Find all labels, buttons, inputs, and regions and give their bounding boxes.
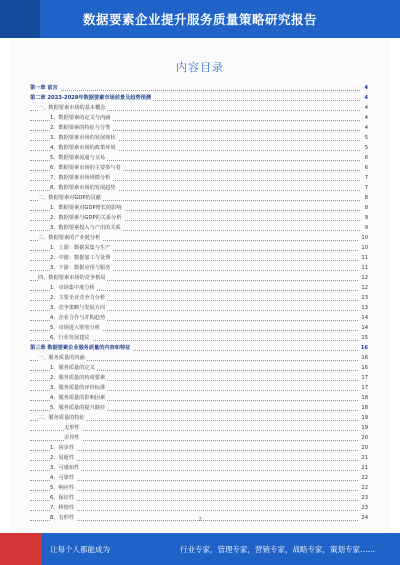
toc-entry-page: 9 bbox=[364, 225, 368, 231]
toc-entry-text: 1、服务质量的定义 bbox=[50, 365, 95, 371]
toc-entry-text: 7、数据要素市场规模分析 bbox=[50, 175, 111, 181]
toc-entry-page: 4 bbox=[364, 115, 368, 121]
toc-entry-page: 14 bbox=[361, 325, 368, 331]
toc-entry[interactable] bbox=[30, 403, 368, 413]
toc-entry-page: 17 bbox=[361, 375, 368, 381]
toc-entry[interactable] bbox=[30, 453, 368, 463]
toc-entry-text: 一、服务质量的内涵 bbox=[38, 355, 85, 361]
toc-entry-text: 第三章 数据要素企业服务质量的内容和特征 bbox=[30, 345, 131, 351]
toc-entry[interactable] bbox=[30, 333, 368, 343]
toc-entry-text: 1、数据要素对GDP增长的影响 bbox=[50, 205, 122, 211]
toc-entry-text: 6、数据要素市场的主要参与者 bbox=[50, 165, 121, 171]
toc-entry[interactable] bbox=[30, 433, 368, 443]
toc-entry-text: 第一章 前言 bbox=[30, 85, 58, 91]
toc-entry[interactable] bbox=[30, 423, 368, 433]
toc-entry-text: 4、数据要素市场的政策环境 bbox=[50, 145, 116, 151]
toc-entry-page: 13 bbox=[361, 305, 368, 311]
toc-entry-page: 14 bbox=[361, 315, 368, 321]
toc-entry-page: 12 bbox=[361, 285, 368, 291]
toc-entry-page: 17 bbox=[361, 385, 368, 391]
toc-entry-text: 四、数据要素市场的竞争格局 bbox=[38, 275, 106, 281]
toc-entry-text: 3、可感知性 bbox=[50, 465, 80, 471]
toc-entry-text: 三、数据要素的产业链分析 bbox=[38, 235, 101, 241]
toc-entry[interactable] bbox=[30, 243, 368, 253]
toc-entry[interactable] bbox=[30, 363, 368, 373]
toc-entry-text: 1、同步性 bbox=[50, 445, 75, 451]
toc-entry[interactable] bbox=[30, 123, 368, 133]
toc-entry-page: 13 bbox=[361, 295, 368, 301]
toc-entry[interactable] bbox=[30, 353, 368, 363]
toc-entry-text: 差异性 bbox=[64, 435, 80, 441]
toc-entry-text: 无形性 bbox=[64, 425, 80, 431]
toc-entry[interactable] bbox=[30, 343, 368, 353]
toc-entry-text: 4、服务质量的影响因素 bbox=[50, 395, 106, 401]
toc-entry[interactable] bbox=[30, 463, 368, 473]
toc-entry-page: 21 bbox=[361, 455, 368, 461]
toc-entry[interactable] bbox=[30, 373, 368, 383]
toc-entry-text: 二、服务质量的特征 bbox=[38, 415, 85, 421]
toc-entry-text: 7、移情性 bbox=[50, 505, 75, 511]
toc-list bbox=[30, 83, 368, 523]
toc-entry-page: 6 bbox=[364, 165, 368, 171]
toc-entry-page: 4 bbox=[364, 125, 368, 131]
toc-entry-text: 6、保证性 bbox=[50, 495, 75, 501]
toc-entry-page: 11 bbox=[361, 255, 368, 261]
toc-entry-text: 2、中游：数据加工与处理 bbox=[50, 255, 111, 261]
toc-entry[interactable] bbox=[30, 493, 368, 503]
toc-entry-text: 5、数据要素流通与交易 bbox=[50, 155, 106, 161]
toc-entry-page: 18 bbox=[361, 395, 368, 401]
toc-entry[interactable] bbox=[30, 163, 368, 173]
toc-entry-page: 4 bbox=[364, 95, 368, 101]
toc-entry-page: 6 bbox=[364, 155, 368, 161]
toc-leader-dots bbox=[30, 90, 360, 91]
toc-leader-dots bbox=[30, 450, 360, 451]
toc-entry[interactable] bbox=[30, 303, 368, 313]
toc-entry-page: 12 bbox=[361, 275, 368, 281]
toc-entry-text: 二、数据要素对GDP的贡献 bbox=[38, 195, 102, 201]
toc-entry-text: 3、数据要素市场的发展现状 bbox=[50, 135, 116, 141]
toc-entry[interactable] bbox=[30, 283, 368, 293]
toc-entry-text: 一、数据要素市场的基本概念 bbox=[38, 105, 106, 111]
toc-leader-dots bbox=[30, 510, 360, 511]
toc-entry-text: 1、市场集中度分析 bbox=[50, 285, 95, 291]
toc-entry[interactable] bbox=[30, 93, 368, 103]
toc-entry-text: 3、竞争策略与发展方向 bbox=[50, 305, 106, 311]
toc-entry-text: 4、可靠性 bbox=[50, 475, 75, 481]
toc-entry-text: 1、上游：数据采集与生产 bbox=[50, 245, 111, 251]
toc-entry[interactable] bbox=[30, 203, 368, 213]
toc-entry-page: 24 bbox=[361, 515, 368, 521]
toc-entry-page: 16 bbox=[361, 365, 368, 371]
toc-entry-page: 19 bbox=[361, 415, 368, 421]
toc-entry-page: 10 bbox=[361, 245, 368, 251]
toc-entry-text: 5、服务质量的提升路径 bbox=[50, 405, 106, 411]
toc-entry-text: 2、主要企业竞争力分析 bbox=[50, 295, 106, 301]
toc-entry-text: 2、易逝性 bbox=[50, 455, 75, 461]
footer-right-text: 行业专家，管理专家，营销专家，战略专家，策划专家…… bbox=[180, 544, 375, 554]
header-accent bbox=[0, 0, 40, 38]
toc-entry-text: 5、市场进入壁垒分析 bbox=[50, 325, 100, 331]
toc-entry-page: 22 bbox=[361, 475, 368, 481]
toc-entry[interactable] bbox=[30, 253, 368, 263]
toc-entry[interactable] bbox=[30, 103, 368, 113]
toc-entry-text: 3、下游：数据应用与服务 bbox=[50, 265, 111, 271]
toc-entry[interactable] bbox=[30, 313, 368, 323]
toc-entry[interactable] bbox=[30, 473, 368, 483]
toc-entry-text: 2、服务质量的构成要素 bbox=[50, 375, 106, 381]
toc-entry[interactable] bbox=[30, 143, 368, 153]
toc-entry-page: 5 bbox=[364, 135, 368, 141]
toc-entry-text: 1、数据要素的定义与内涵 bbox=[50, 115, 111, 121]
toc-entry-page: 18 bbox=[361, 405, 368, 411]
toc-entry-page: 11 bbox=[361, 265, 368, 271]
toc-entry-text: 6、行业发展建议 bbox=[50, 335, 90, 341]
toc-entry[interactable] bbox=[30, 113, 368, 123]
footer-accent bbox=[0, 533, 42, 565]
toc-entry[interactable] bbox=[30, 383, 368, 393]
toc-leader-dots bbox=[30, 500, 360, 501]
footer-left-text: 让每个人都能成为 bbox=[50, 544, 110, 554]
toc-entry[interactable] bbox=[30, 413, 368, 423]
toc-entry-text: 第二章 2023-2028年数据要素市场前景及趋势预测 bbox=[30, 95, 152, 101]
toc-entry[interactable] bbox=[30, 273, 368, 283]
toc-entry[interactable] bbox=[30, 503, 368, 513]
toc-entry[interactable] bbox=[30, 233, 368, 243]
toc-entry-text: 3、数据要素投入与产出的关系 bbox=[50, 225, 121, 231]
toc-entry-page: 21 bbox=[361, 465, 368, 471]
toc-entry-page: 8 bbox=[364, 195, 368, 201]
toc-entry-page: 22 bbox=[361, 485, 368, 491]
toc-entry-page: 23 bbox=[361, 495, 368, 501]
toc-entry-page: 15 bbox=[361, 335, 368, 341]
toc-entry-page: 10 bbox=[361, 235, 368, 241]
toc-entry[interactable] bbox=[30, 193, 368, 203]
toc-entry[interactable] bbox=[30, 173, 368, 183]
toc-entry-page: 8 bbox=[364, 205, 368, 211]
toc-entry-page: 16 bbox=[361, 355, 368, 361]
toc-entry[interactable] bbox=[30, 133, 368, 143]
report-header bbox=[0, 0, 400, 38]
toc-entry-text: 2、数据要素与GDP的关系分析 bbox=[50, 215, 122, 221]
toc-entry-page: 4 bbox=[364, 85, 368, 91]
toc-entry[interactable] bbox=[30, 213, 368, 223]
toc-entry[interactable] bbox=[30, 443, 368, 453]
toc-entry-page: 16 bbox=[360, 345, 368, 351]
toc-page bbox=[10, 40, 390, 532]
toc-entry-text: 2、数据要素的特征与分类 bbox=[50, 125, 111, 131]
toc-title: 内容目录 bbox=[176, 61, 224, 74]
toc-entry-text: 5、响应性 bbox=[50, 485, 75, 491]
toc-entry[interactable] bbox=[30, 83, 368, 93]
toc-entry-page: 7 bbox=[364, 175, 368, 181]
report-title: 数据要素企业提升服务质量策略研究报告 bbox=[82, 12, 317, 27]
toc-entry-page: 19 bbox=[361, 425, 368, 431]
toc-entry-text: 4、企业合作与并购趋势 bbox=[50, 315, 106, 321]
toc-entry-page: 20 bbox=[361, 445, 368, 451]
toc-entry-text: 8、有形性 bbox=[50, 515, 75, 521]
toc-entry-page: 5 bbox=[364, 145, 368, 151]
toc-leader-dots bbox=[30, 460, 360, 461]
page-number: 2 bbox=[198, 517, 202, 523]
toc-entry-page: 9 bbox=[364, 215, 368, 221]
toc-entry[interactable] bbox=[30, 223, 368, 233]
toc-entry-text: 8、数据要素市场的发展趋势 bbox=[50, 185, 116, 191]
toc-entry-page: 20 bbox=[361, 435, 368, 441]
toc-entry[interactable] bbox=[30, 393, 368, 403]
toc-entry[interactable] bbox=[30, 293, 368, 303]
toc-leader-dots bbox=[30, 480, 360, 481]
toc-entry-text: 3、服务质量的评价标准 bbox=[50, 385, 106, 391]
toc-entry-page: 4 bbox=[364, 105, 368, 111]
toc-leader-dots bbox=[30, 490, 360, 491]
toc-entry-page: 7 bbox=[364, 185, 368, 191]
toc-entry[interactable] bbox=[30, 183, 368, 193]
toc-entry-page: 23 bbox=[361, 505, 368, 511]
toc-entry[interactable] bbox=[30, 153, 368, 163]
toc-entry[interactable] bbox=[30, 263, 368, 273]
toc-entry[interactable] bbox=[30, 323, 368, 333]
toc-entry[interactable] bbox=[30, 483, 368, 493]
footer-banner bbox=[0, 533, 400, 565]
